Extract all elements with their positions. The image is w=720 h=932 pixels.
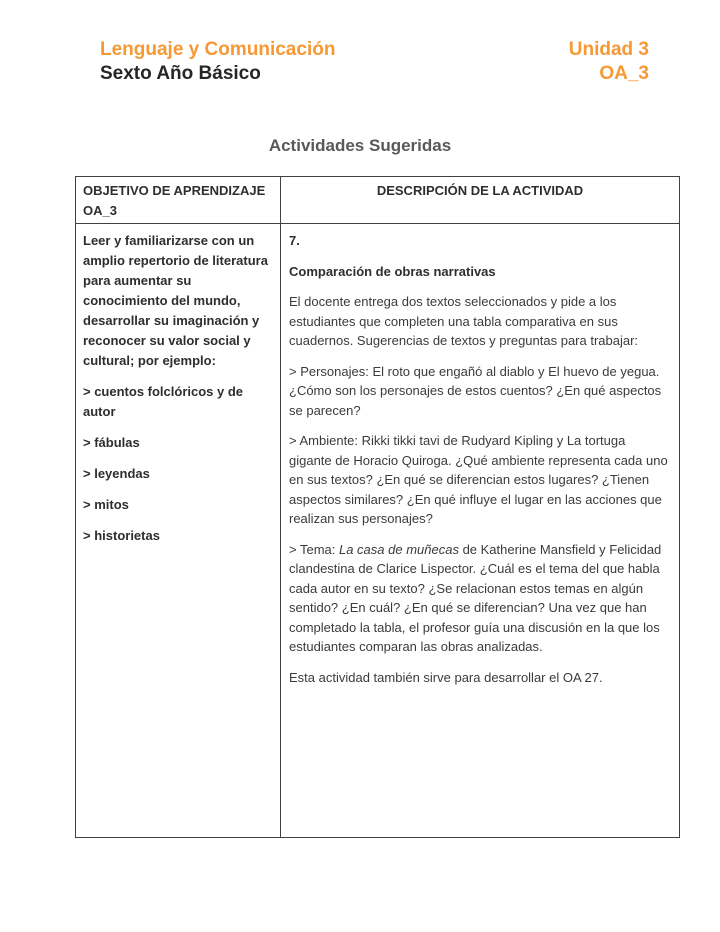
header-right bbox=[569, 38, 649, 86]
activity-intro: El docente entrega dos textos seleccionados y pide a los estudiantes que completen una tabla comparativa en sus cuadernos. Sugerencias de textos y preguntas para trabajar: bbox=[289, 294, 639, 348]
header-left bbox=[100, 38, 335, 86]
activity-title: Comparación de obras narrativas bbox=[289, 263, 496, 279]
activity-bullet-personajes: > Personajes: El roto que engañó al diablo y El huevo de yegua. ¿Cómo son los personajes de estos cuentos? ¿En qué aspectos se parecen? bbox=[289, 363, 662, 418]
tema-prefix: > Tema: bbox=[289, 541, 339, 557]
activity-cell bbox=[281, 224, 680, 838]
column-header-description: DESCRIPCIÓN DE LA ACTIVIDAD bbox=[281, 177, 680, 224]
objective-item: > cuentos folclóricos y de autor bbox=[83, 384, 244, 419]
column-header-objective: OBJETIVO DE APRENDIZAJE OA_3 bbox=[76, 177, 281, 224]
objective-intro: Leer y familiarizarse con un amplio repertorio de literatura para aumentar su conocimiento del mundo, desarrollar su imaginación y reconocer su valor social y cultural; por ejemplo: bbox=[83, 233, 268, 368]
table-header-row bbox=[76, 177, 680, 224]
table-body-row bbox=[76, 224, 680, 838]
activity-number: 7. bbox=[289, 233, 300, 248]
tema-book-title: La casa de muñecas bbox=[338, 541, 459, 557]
page-title: Actividades Sugeridas bbox=[268, 136, 452, 155]
subject-title: Lenguaje y Comunicación bbox=[100, 39, 336, 60]
oa-code-label: OA_3 bbox=[599, 63, 649, 84]
objective-item: > fábulas bbox=[83, 435, 140, 450]
unit-label: Unidad 3 bbox=[568, 39, 649, 60]
objective-item: > leyendas bbox=[83, 466, 150, 481]
tema-rest: de Katherine Mansfield y Felicidad clandestina de Clarice Lispector. ¿Cuál es el tema del que habla cada autor en su texto? ¿Se relacionan estos temas en algún sentido? ¿En cuál? ¿En qué se diferencian? Una vez que han completado la tabla, el profesor guía una discusión en la que los estudiantes comparan las obras analizadas. bbox=[289, 541, 662, 654]
objective-item: > historietas bbox=[83, 528, 160, 543]
activity-bullet-tema bbox=[289, 540, 671, 657]
activities-table bbox=[75, 176, 680, 838]
activity-bullet-ambiente: > Ambiente: Rikki tikki tavi de Rudyard Kipling y La tortuga gigante de Horacio Quiroga. ¿Qué ambiente representa cada uno en sus textos? ¿En qué se diferencian estos lugares? ¿Tienen aspectos similares? ¿En qué influye el lugar en las acciones que realizan sus personajes? bbox=[289, 433, 668, 526]
grade-title: Sexto Año Básico bbox=[100, 63, 261, 84]
activity-note: Esta actividad también sirve para desarrollar el OA 27. bbox=[289, 669, 603, 685]
objective-cell bbox=[76, 224, 281, 838]
objective-item: > mitos bbox=[83, 497, 129, 512]
